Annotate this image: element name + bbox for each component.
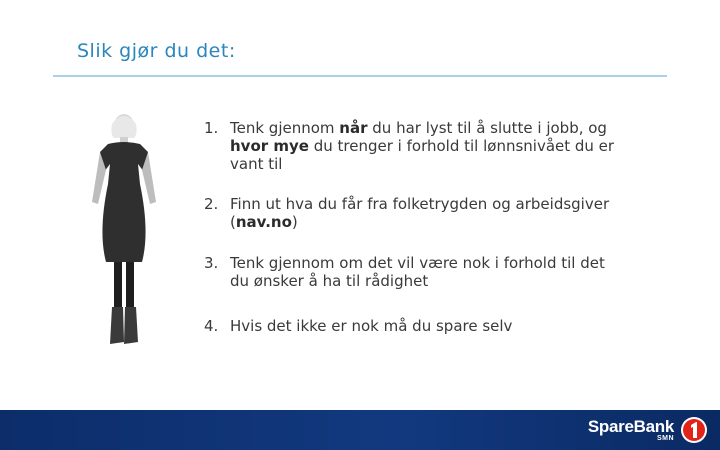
step-text: Finn ut hva du får fra folketrygden og arbeidsgiver (nav.no) bbox=[230, 195, 610, 231]
brand-one-icon bbox=[680, 416, 708, 444]
list-item bbox=[204, 317, 624, 335]
title-divider bbox=[53, 75, 667, 77]
step-number: 3. bbox=[204, 254, 219, 272]
step-text: Hvis det ikke er nok må du spare selv bbox=[230, 317, 513, 335]
steps-list bbox=[204, 119, 624, 355]
sparebank-logo bbox=[588, 417, 708, 443]
list-item bbox=[204, 119, 624, 173]
brand-sub: SMN bbox=[656, 434, 674, 442]
slide-title: Slik gjør du det: bbox=[77, 40, 236, 62]
step-text: Tenk gjennom når du har lyst til å slutte i jobb, og hvor mye du trenger i forhold til lønnsnivået du er vant til bbox=[230, 119, 615, 173]
step-number: 1. bbox=[204, 119, 219, 137]
list-item bbox=[204, 254, 624, 290]
step-number: 4. bbox=[204, 317, 219, 335]
brand-name: SpareBank bbox=[587, 416, 674, 436]
woman-photo bbox=[78, 112, 168, 352]
footer-bar bbox=[0, 410, 720, 450]
nav-link-text: nav.no bbox=[235, 213, 292, 231]
list-item bbox=[204, 195, 624, 231]
step-text: Tenk gjennom om det vil være nok i forhold til det du ønsker å ha til rådighet bbox=[230, 254, 605, 290]
step-number: 2. bbox=[204, 195, 219, 213]
